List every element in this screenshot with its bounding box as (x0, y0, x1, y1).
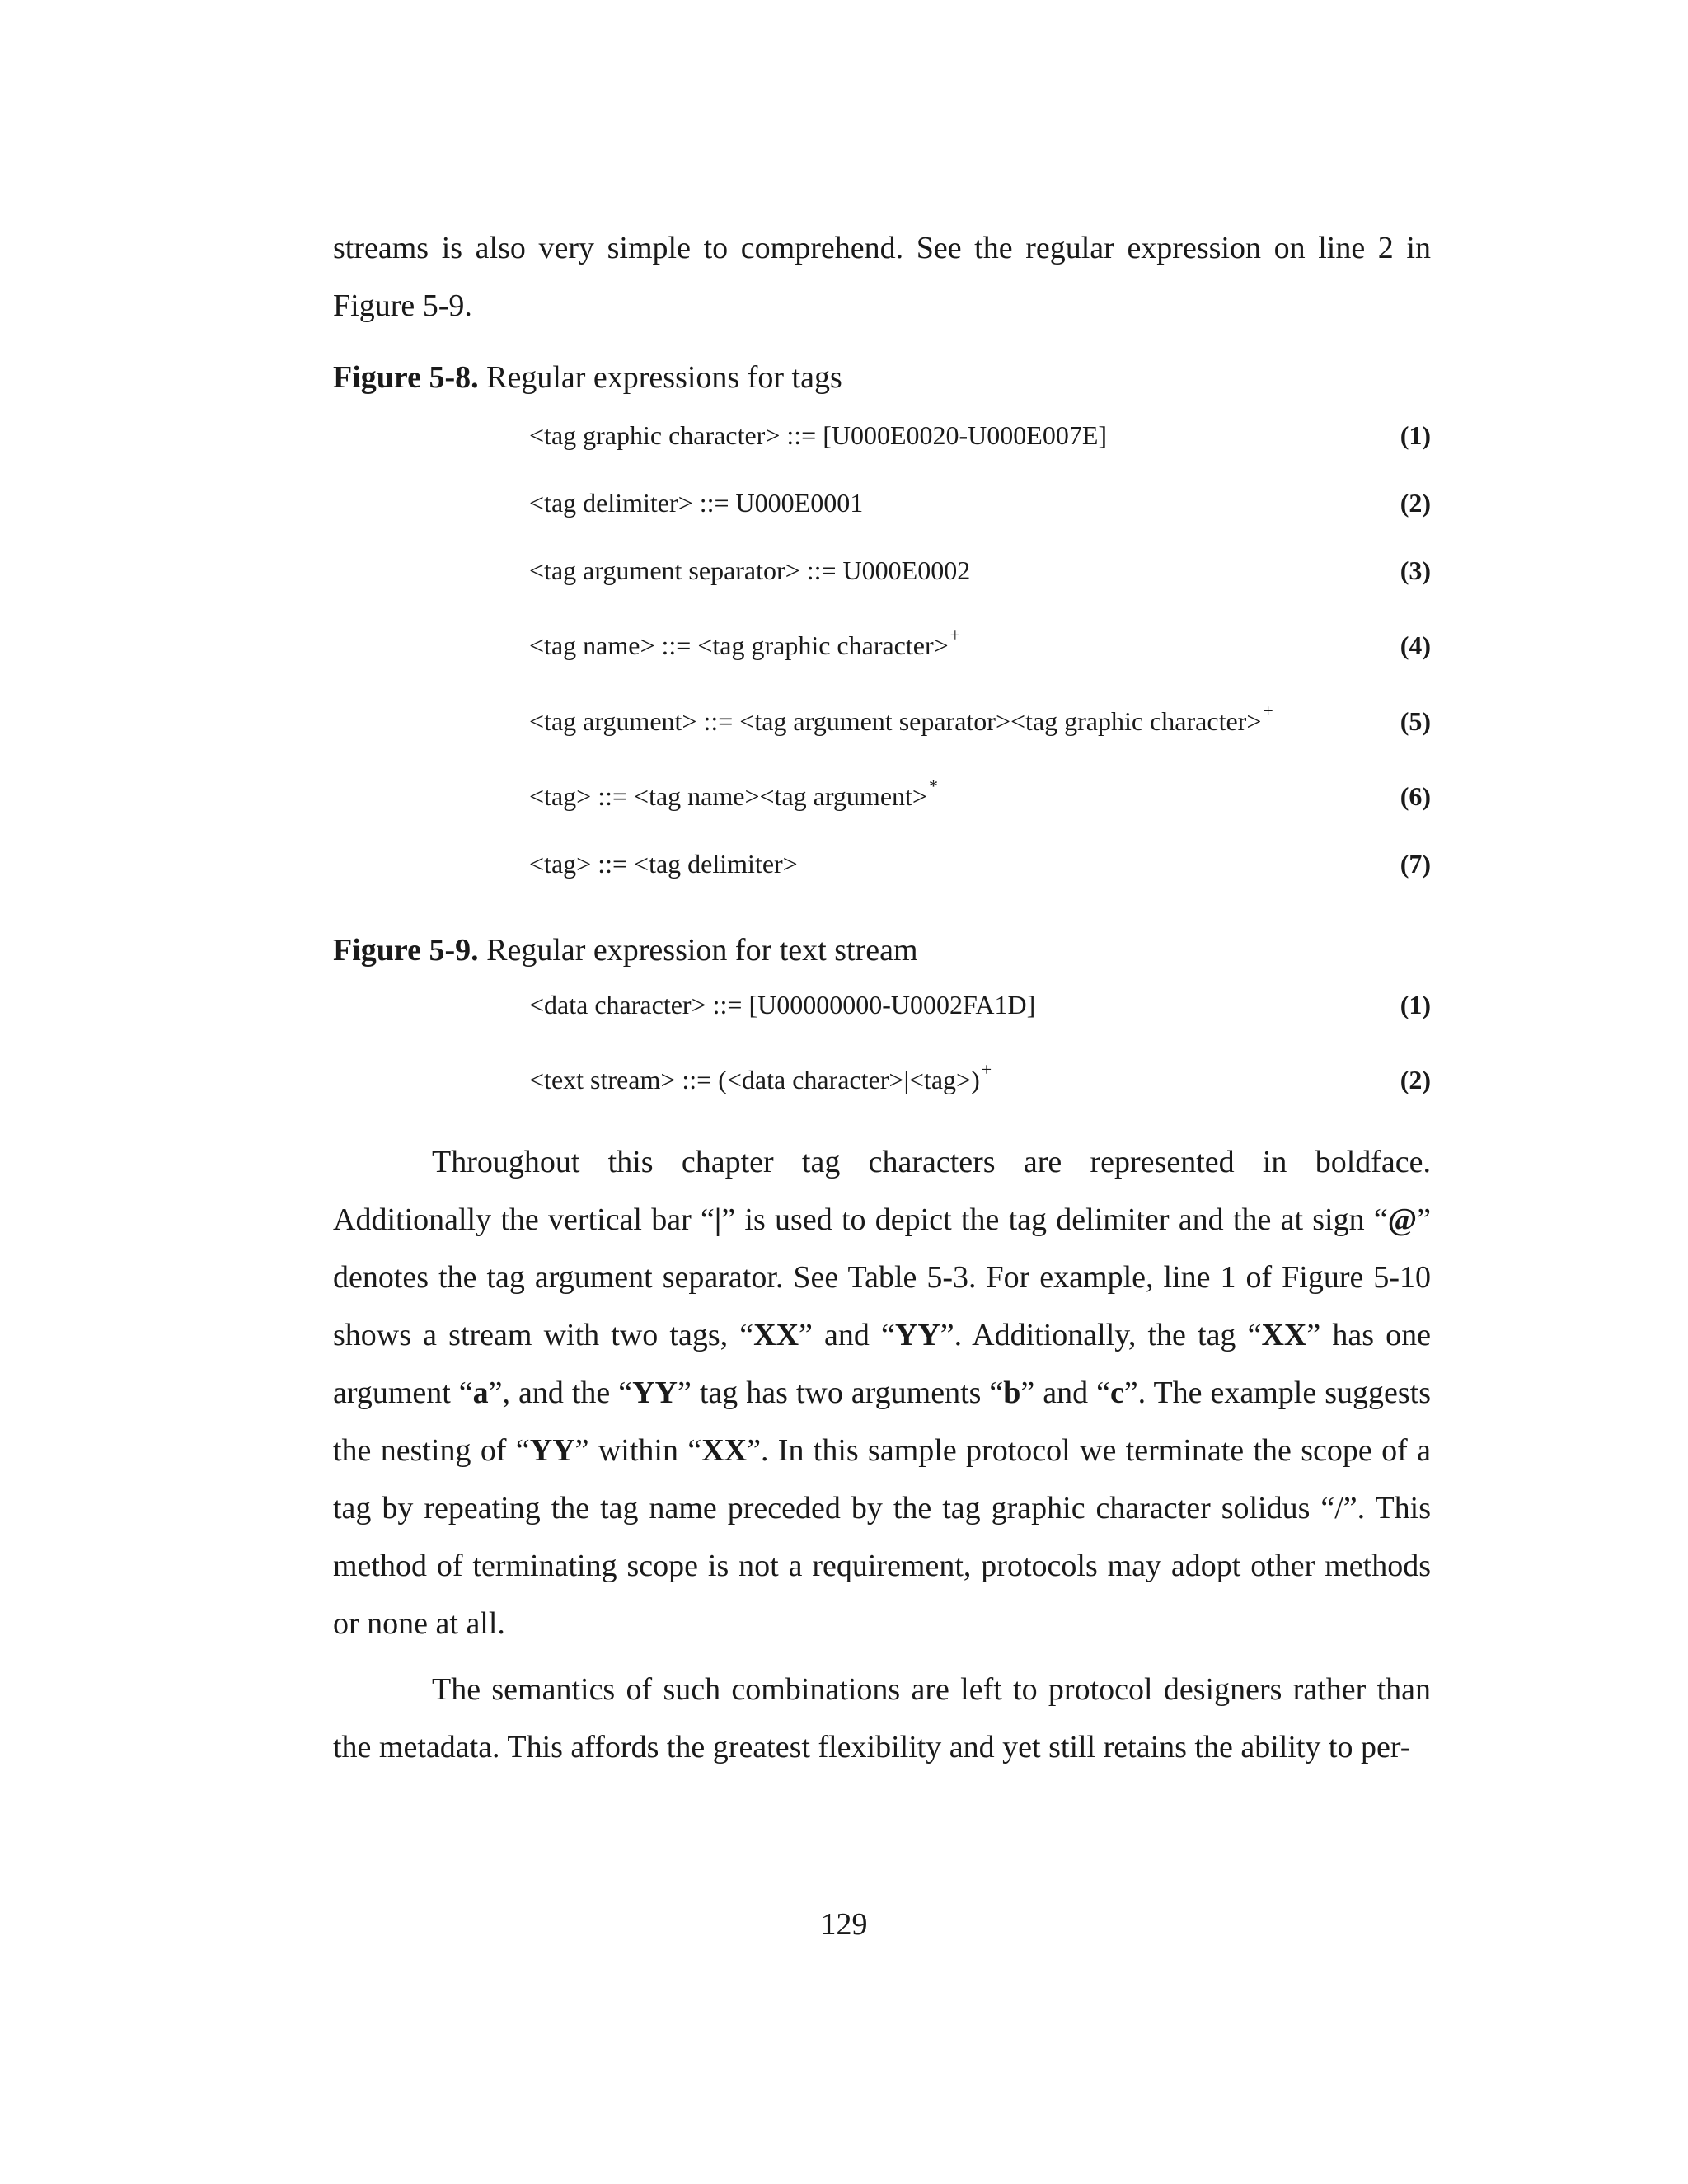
figure-5-8-title: Regular expressions for tags (478, 360, 842, 395)
text-run: ” tag has two arguments “ (677, 1376, 1004, 1410)
expression-body: <tag graphic character> ::= [U000E0020-U000E007E] (529, 420, 1108, 450)
bold-run: | (714, 1202, 722, 1237)
expression-body: <text stream> ::= (<data character>|<tag>) (529, 1065, 980, 1094)
intro-paragraph: streams is also very simple to comprehend. See the regular expression on line 2 in Figure 5-9. (333, 231, 1431, 323)
expression-text (529, 419, 1107, 452)
figure-5-8-row-1 (529, 419, 1431, 452)
figure-5-9-title: Regular expression for text stream (478, 933, 918, 968)
expression-text (529, 701, 1273, 738)
text-run: ”. In this sample protocol we terminate the scope of a tag by repeating the tag name preceded by the tag graphic character solidus “/”. This method of terminating scope is not a requirement, protocols may adopt other methods or none at all. (333, 1433, 1432, 1641)
bold-run: c (1109, 1376, 1124, 1410)
text-run: Throughout this chapter tag characters are represented in boldface. Additionally the vertical bar “ (333, 1145, 1431, 1237)
text-run: ”. The example suggests the nesting of “ (333, 1376, 1431, 1468)
text-run: ” is used to depict the tag delimiter and the at sign “ (721, 1202, 1388, 1237)
superscript-plus: + (1263, 701, 1273, 722)
figure-5-8-row-6 (529, 776, 1431, 813)
expression-text (529, 1059, 992, 1096)
bold-run: YY (632, 1376, 678, 1410)
expression-body: <tag name> ::= <tag graphic character> (529, 630, 949, 660)
text-run: ” denotes the tag argument separator. See Table 5-3. For example, line 1 of Figure 5-10 shows a stream with two tags, “ (333, 1202, 1431, 1352)
equation-number: (1) (1400, 990, 1431, 1019)
expression-text (529, 625, 961, 662)
equation-number: (5) (1400, 706, 1431, 736)
figure-5-9-caption (333, 930, 918, 971)
text-run: ” has one argument “ (333, 1318, 1431, 1410)
expression-body: <tag delimiter> ::= U000E0001 (529, 488, 864, 518)
expression-body: <tag> ::= <tag name><tag argument> (529, 781, 927, 811)
bold-run: YY (894, 1318, 940, 1352)
equation-number: (6) (1400, 781, 1431, 811)
text-run: The semantics of such combinations are left to protocol designers rather than the metadata. This affords the greatest flexibility and yet still retains the ability to per- (333, 1672, 1431, 1765)
expression-text (529, 554, 970, 587)
expression-text (529, 776, 938, 813)
bold-run: XX (701, 1433, 748, 1468)
superscript-star: * (928, 776, 938, 797)
figure-5-8-row-2 (529, 486, 1431, 519)
superscript-plus: + (981, 1059, 992, 1080)
equation-number: (3) (1400, 555, 1431, 585)
expression-body: <data character> ::= [U00000000-U0002FA1D] (529, 990, 1036, 1019)
text-run: ”. Additionally, the tag “ (940, 1318, 1262, 1352)
page-number: 129 (820, 1907, 868, 1942)
equation-number: (2) (1400, 488, 1431, 518)
expression-text (529, 988, 1035, 1021)
equation-number: (7) (1400, 849, 1431, 879)
equation-number: (4) (1400, 630, 1431, 660)
text-run: ” and “ (799, 1318, 895, 1352)
bold-run: a (472, 1376, 489, 1410)
text-run: ” and “ (1020, 1376, 1110, 1410)
expression-body: <tag argument separator> ::= U000E0002 (529, 555, 971, 585)
bold-run: b (1003, 1376, 1021, 1410)
equation-number: (1) (1400, 420, 1431, 450)
expression-body: <tag> ::= <tag delimiter> (529, 849, 798, 879)
text-run: ” within “ (574, 1433, 702, 1468)
expression-text (529, 847, 798, 880)
figure-5-8-label: Figure 5-8. (333, 360, 479, 395)
text-run: ”, and the “ (488, 1376, 633, 1410)
figure-5-8-row-3 (529, 554, 1431, 587)
body-paragraph-1 (333, 1133, 1431, 1652)
bold-run: @ (1387, 1202, 1418, 1237)
equation-number: (2) (1400, 1065, 1431, 1094)
expression-text (529, 486, 863, 519)
superscript-plus: + (950, 625, 961, 646)
bold-run: XX (753, 1318, 799, 1352)
bold-run: YY (529, 1433, 575, 1468)
figure-5-9-row-2 (529, 1059, 1431, 1096)
body-paragraph-2 (333, 1661, 1431, 1776)
figure-5-8-row-5 (529, 701, 1431, 738)
figure-5-8-row-7 (529, 847, 1431, 880)
figure-5-8-row-4 (529, 625, 1431, 662)
figure-5-9-label: Figure 5-9. (333, 933, 479, 968)
figure-5-9-row-1 (529, 988, 1431, 1021)
bold-run: XX (1261, 1318, 1307, 1352)
expression-body: <tag argument> ::= <tag argument separator><tag graphic character> (529, 706, 1262, 736)
figure-5-8-caption (333, 357, 842, 398)
